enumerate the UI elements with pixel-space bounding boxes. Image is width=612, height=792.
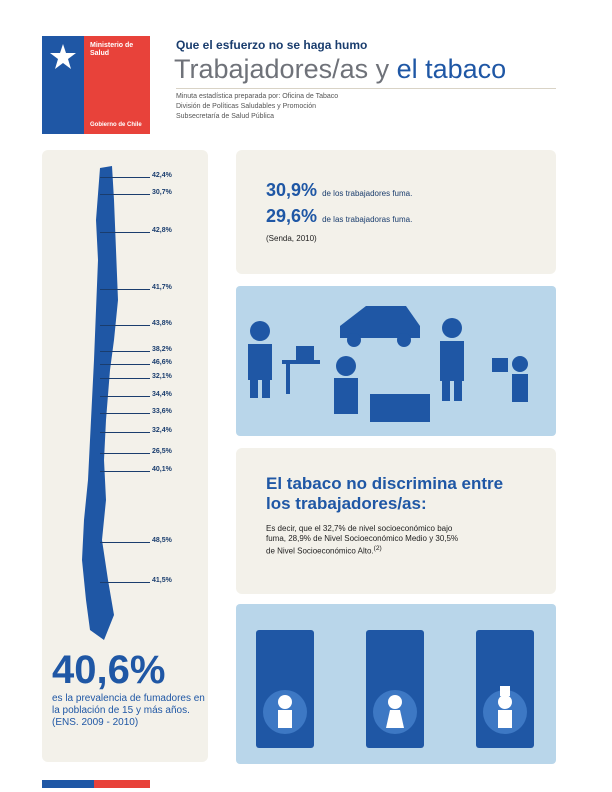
- region-leader-line: [100, 325, 150, 326]
- national-prevalence: 40,6%: [52, 648, 166, 692]
- region-leader-line: [100, 177, 150, 178]
- region-leader-line: [100, 453, 150, 454]
- region-value: 32,4%: [152, 427, 172, 434]
- region-value: 46,6%: [152, 359, 172, 366]
- star-icon: [48, 42, 78, 72]
- region-leader-line: [100, 194, 150, 195]
- region-value: 48,5%: [152, 537, 172, 544]
- region-value: 43,8%: [152, 320, 172, 327]
- region-leader-line: [100, 378, 150, 379]
- region-leader-line: [100, 413, 150, 414]
- region-value: 38,2%: [152, 346, 172, 353]
- region-value: 33,6%: [152, 408, 172, 415]
- national-text: es la prevalencia de fumadores en la población de 15 y más años. (ENS. 2009 - 2010): [52, 693, 205, 728]
- region-value: 34,4%: [152, 391, 172, 398]
- page-title: Trabajadores/as y el tabaco: [174, 54, 507, 84]
- divider: [176, 88, 556, 89]
- region-value: 41,7%: [152, 284, 172, 291]
- government-label: Gobierno de Chile: [90, 122, 142, 128]
- cigarette-packs-icon: [236, 604, 556, 764]
- region-leader-line: [100, 582, 150, 583]
- region-value: 40,1%: [152, 466, 172, 473]
- region-leader-line: [100, 232, 150, 233]
- discrimination-panel: [236, 448, 556, 594]
- region-leader-line: [100, 396, 150, 397]
- region-leader-line: [100, 364, 150, 365]
- region-value: 42,8%: [152, 227, 172, 234]
- page-subtitle: Que el esfuerzo no se haga humo: [176, 38, 368, 52]
- chile-map: [60, 160, 160, 650]
- discrimination-body: Es decir, que el 32,7% de nivel socioeconómico bajo fuma, 28,9% de Nivel Socioeconómico Medio y 30,5% de Nivel Socioeconómico Alto.$^{(2)}$: [266, 524, 459, 556]
- ministry-logo: [42, 36, 150, 134]
- region-value: 26,5%: [152, 448, 172, 455]
- footer-bar-red: [94, 780, 150, 788]
- region-value: 32,1%: [152, 373, 172, 380]
- region-leader-line: [100, 289, 150, 290]
- region-value: 41,5%: [152, 577, 172, 584]
- region-leader-line: [100, 471, 150, 472]
- stats-source: (Senda, 2010): [266, 234, 317, 243]
- discrimination-heading: El tabaco no discrimina entre los trabajadores/as:: [266, 474, 504, 513]
- region-leader-line: [100, 542, 150, 543]
- region-value: 42,4%: [152, 172, 172, 179]
- women-stat: 29,6% de las trabajadoras fuma.: [266, 206, 413, 226]
- region-leader-line: [100, 351, 150, 352]
- ministry-name: Ministerio de Salud: [90, 42, 134, 57]
- credits: Minuta estadística preparada por: Oficina de Tabaco División de Políticas Saludables y Promoción Subsecretaría de Salud Pública: [176, 93, 339, 120]
- region-leader-line: [100, 432, 150, 433]
- region-value: 30,7%: [152, 189, 172, 196]
- footer-bar-blue: [42, 780, 94, 788]
- men-stat: 30,9% de los trabajadores fuma.: [266, 180, 413, 200]
- workers-icon: [236, 286, 556, 436]
